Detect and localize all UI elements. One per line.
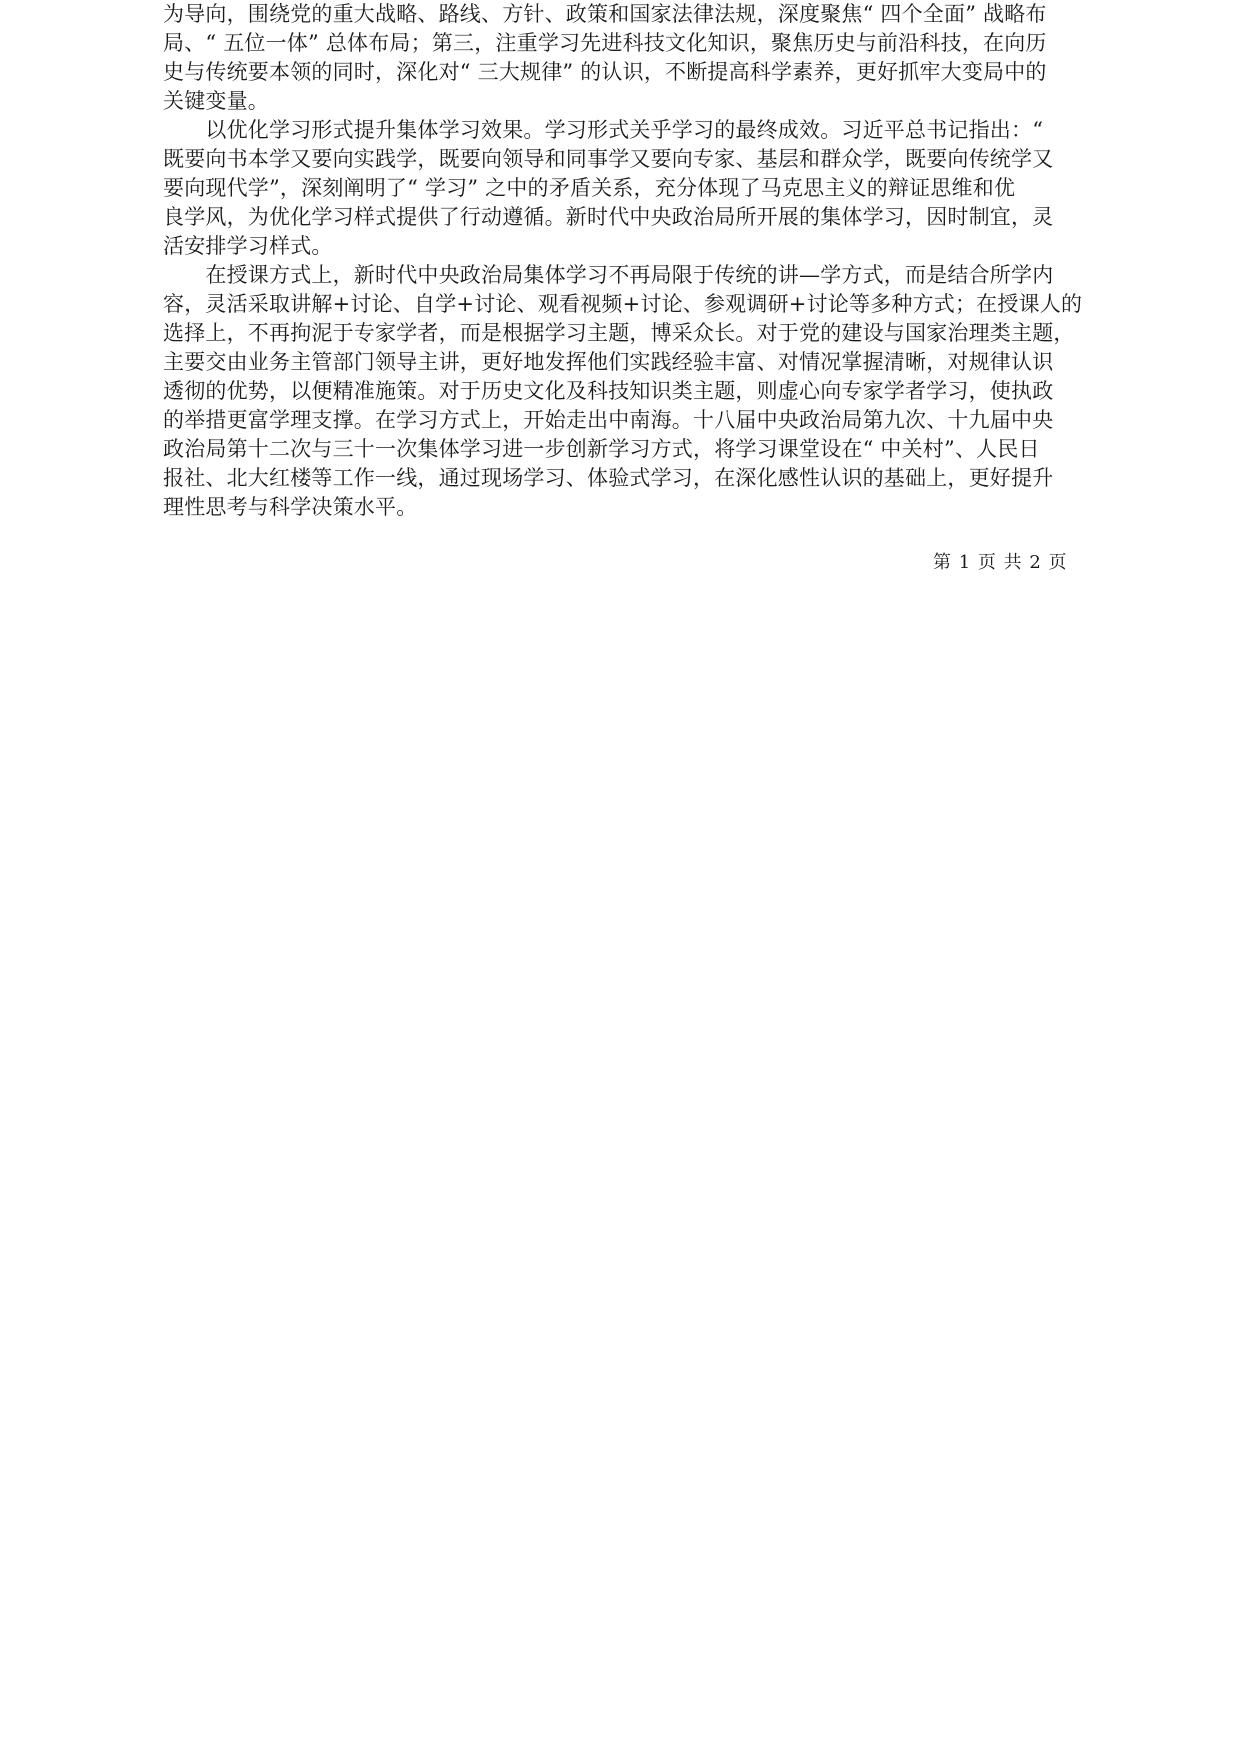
text-line: 的举措更富学理支撑。在学习方式上，开始走出中南海。十八届中央政治局第九次、十九届中央 [163,408,1054,432]
text-line: 既要向书本学又要向实践学，既要向领导和同事学又要向专家、基层和群众学，既要向传统学又 [163,147,1054,171]
text-line: 局、“ 五位一体” 总体布局；第三，注重学习先进科技文化知识，聚焦历史与前沿科技，在向历 [163,31,1047,55]
body-text [163,0,1083,522]
text-line: 活安排学习样式。 [163,234,333,258]
text-line: 在授课方式上，新时代中央政治局集体学习不再局限于传统的讲—学方式，而是结合所学内 [163,263,1054,287]
text-line: 理性思考与科学决策水平。 [163,495,418,519]
text-line: 容，灵活采取讲解+讨论、自学+讨论、观看视频+讨论、参观调研+讨论等多种方式；在授课人的 [163,292,1083,316]
text-line: 报社、北大红楼等工作一线，通过现场学习、体验式学习，在深化感性认识的基础上，更好提升 [163,466,1054,490]
text-line: 主要交由业务主管部门领导主讲，更好地发挥他们实践经验丰富、对情况掌握清晰，对规律认识 [163,350,1054,374]
text-line: 要向现代学”，深刻阐明了“ 学习” 之中的矛盾关系，充分体现了马克思主义的辩证思维和优 [163,176,1016,200]
text-line: 关键变量。 [163,89,269,113]
text-line: 为导向，围绕党的重大战略、路线、方针、政策和国家法律法规，深度聚焦“ 四个全面” 战略布 [163,2,1047,26]
text-line: 选择上，不再拘泥于专家学者，而是根据学习主题，博采众长。对于党的建设与国家治理类主题， [163,321,1075,345]
text-line: 史与传统要本领的同时，深化对“ 三大规律” 的认识，不断提高科学素养，更好抓牢大变局中的 [163,60,1047,84]
text-line: 透彻的优势，以便精准施策。对于历史文化及科技知识类主题，则虚心向专家学者学习，使执政 [163,379,1054,403]
text-line: 政治局第十二次与三十一次集体学习进一步创新学习方式，将学习课堂设在“ 中关村”、人民日 [163,437,1040,461]
text-line: 以优化学习形式提升集体学习效果。学习形式关乎学习的最终成效。习近平总书记指出：“ [163,118,1044,142]
text-line: 良学风，为优化学习样式提供了行动遵循。新时代中央政治局所开展的集体学习，因时制宜，灵 [163,205,1054,229]
page-number: 第 1 页 共 2 页 [933,552,1068,573]
